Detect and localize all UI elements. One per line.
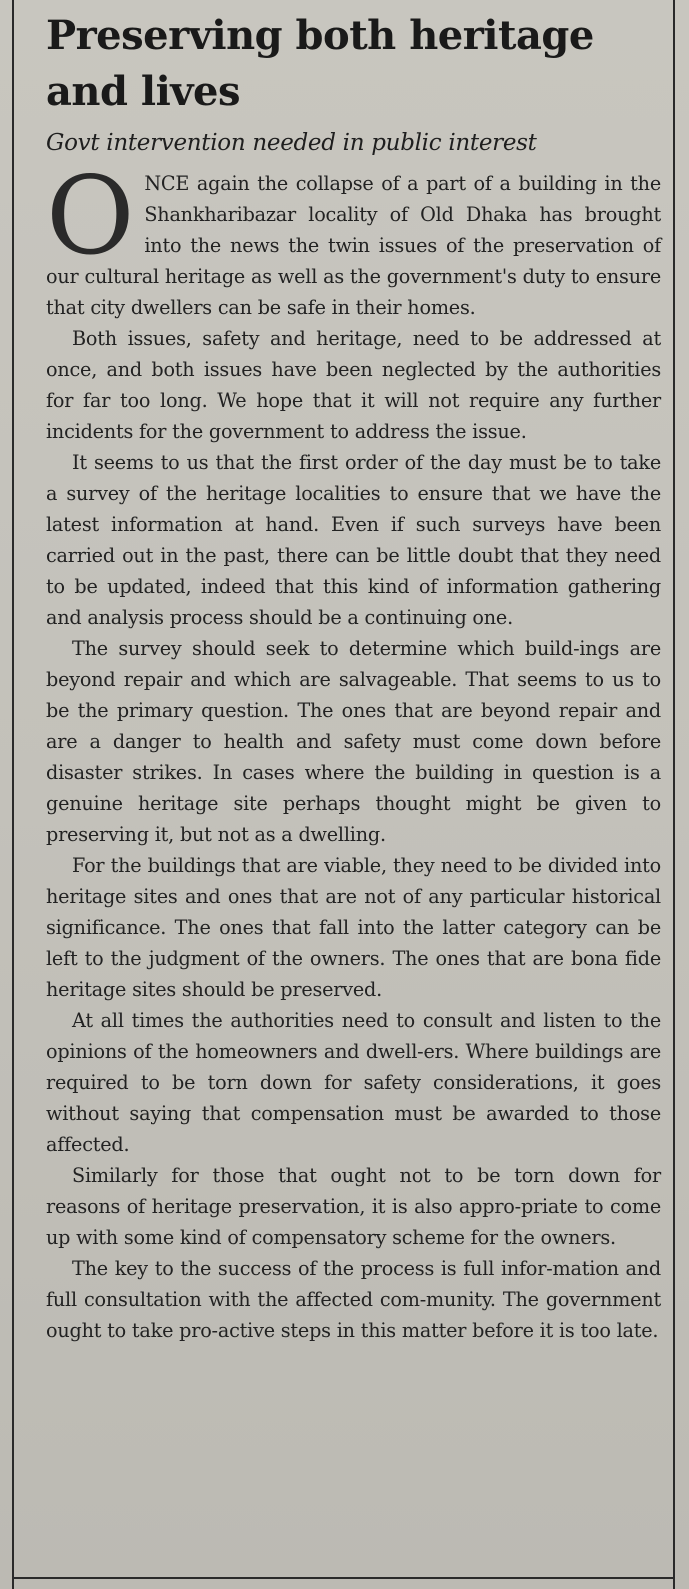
column-rule-bottom xyxy=(12,1577,675,1579)
paragraph-6: At all times the authorities need to consult and listen to the opinions of the homeowners and dwell-ers. Where buildings are required to be torn down for safety considerations, it goes without saying that compensation must be awarded to those affected. xyxy=(46,1009,661,1156)
paragraph-4: The survey should seek to determine which build-ings are beyond repair and which are salvageable. That seems to us to be the primary question. The ones that are beyond repair and are a danger to health and safety must come down before disaster strikes. In cases where the building in question is a genuine heritage site perhaps thought might be given to preserving it, but not as a dwelling. xyxy=(46,637,661,846)
headline-line-2: and lives xyxy=(46,68,240,115)
paragraph-3: It seems to us that the first order of the day must be to take a survey of the heritage localities to ensure that we have the latest information at hand. Even if such surveys have been carried out in the past, there can be little doubt that they need to be updated, indeed that this kind of information gathering and analysis process should be a continuing one. xyxy=(46,451,661,629)
headline xyxy=(46,8,661,120)
column-rule-left xyxy=(12,0,14,1589)
paragraph-8: The key to the success of the process is full infor-mation and full consultation with the affected com-munity. The government ought to take pro-active steps in this matter before it is too late. xyxy=(46,1257,661,1342)
paragraph-5: For the buildings that are viable, they need to be divided into heritage sites and ones that are not of any particular historical significance. The ones that fall into the latter category can be left to the judgment of the owners. The ones that are bona fide heritage sites should be preserved. xyxy=(46,854,661,1001)
paragraph-7: Similarly for those that ought not to be torn down for reasons of heritage preservation, it is also appro-priate to come up with some kind of compensatory scheme for the owners. xyxy=(46,1164,661,1249)
headline-line-1: Preserving both heritage xyxy=(46,12,594,59)
lead-paragraph xyxy=(46,154,661,323)
paragraph-2: Both issues, safety and heritage, need to be addressed at once, and both issues have been neglected by the authorities for far too long. We hope that it will not require any further incidents for the government to address the issue. xyxy=(46,327,661,443)
drop-cap: O xyxy=(46,154,135,279)
column-rule-right xyxy=(673,0,675,1589)
subheadline: Govt intervention needed in public interest xyxy=(46,130,537,156)
lead-paragraph-text: NCE again the collapse of a part of a building in the Shankharibazar locality of Old Dhaka has brought into the news the twin issues of the preservation of our cultural heritage as well as the government's duty to ensure that city dwellers can be safe in their homes. xyxy=(46,172,661,319)
article-body xyxy=(46,154,661,1346)
